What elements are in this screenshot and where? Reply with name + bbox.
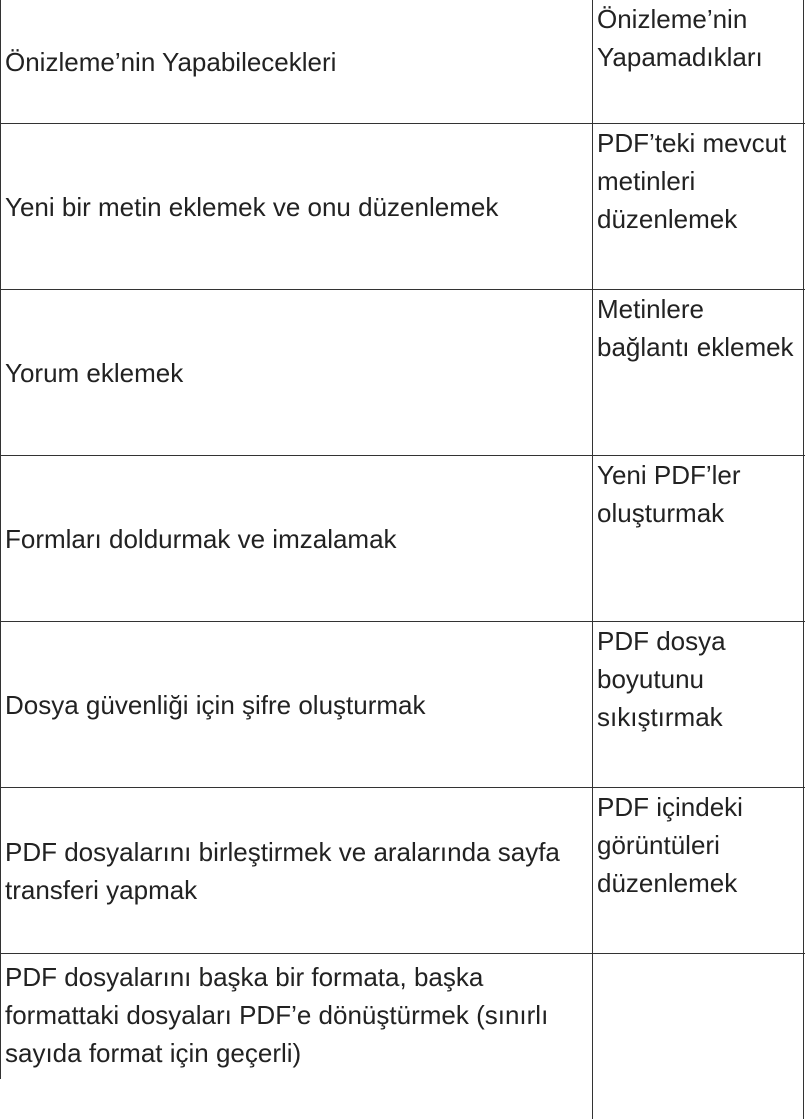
cannot-text: PDF dosya boyutunu sıkıştırmak bbox=[597, 626, 726, 732]
table-row bbox=[1, 124, 805, 290]
table-row bbox=[1, 954, 805, 1119]
table-row bbox=[1, 788, 805, 954]
can-cell bbox=[1, 124, 593, 289]
cannot-cell bbox=[593, 788, 804, 953]
header-cannot-cell bbox=[593, 0, 804, 123]
can-text: PDF dosyalarını birleştirmek ve aralarında sayfa transferi yapmak bbox=[5, 836, 560, 905]
can-cell bbox=[1, 456, 593, 621]
can-text: Yeni bir metin eklemek ve onu düzenlemek bbox=[5, 191, 499, 222]
can-text: PDF dosyalarını başka bir formata, başka formattaki dosyaları PDF’e dönüştürmek (sınırlı sayıda format için geçerli) bbox=[5, 962, 549, 1068]
can-cell bbox=[1, 788, 593, 953]
can-text: Formları doldurmak ve imzalamak bbox=[5, 523, 397, 554]
header-cannot-text: Önizleme’nin Yapamadıkları bbox=[597, 4, 763, 72]
cannot-cell bbox=[593, 954, 804, 1119]
can-cell bbox=[1, 290, 593, 455]
cannot-text: PDF’teki mevcut metinleri düzenlemek bbox=[597, 128, 787, 234]
can-text: Dosya güvenliği için şifre oluşturmak bbox=[5, 689, 426, 720]
cannot-cell bbox=[593, 622, 804, 787]
header-can-text: Önizleme’nin Yapabilecekleri bbox=[5, 46, 337, 77]
table-row bbox=[1, 456, 805, 622]
cannot-text: Metinlere bağlantı eklemek bbox=[597, 294, 794, 362]
can-text: Yorum eklemek bbox=[5, 357, 184, 388]
header-can-cell bbox=[1, 0, 593, 123]
table-row bbox=[1, 290, 805, 456]
cannot-cell bbox=[593, 124, 804, 289]
can-cell bbox=[1, 622, 593, 787]
table-row bbox=[1, 622, 805, 788]
cannot-cell bbox=[593, 290, 804, 455]
can-cell bbox=[1, 954, 593, 1119]
cannot-text: PDF içindeki görüntüleri düzenlemek bbox=[597, 792, 743, 898]
cannot-cell bbox=[593, 456, 804, 621]
cannot-text: Yeni PDF’ler oluşturmak bbox=[597, 460, 741, 528]
table-header-row bbox=[1, 0, 805, 124]
